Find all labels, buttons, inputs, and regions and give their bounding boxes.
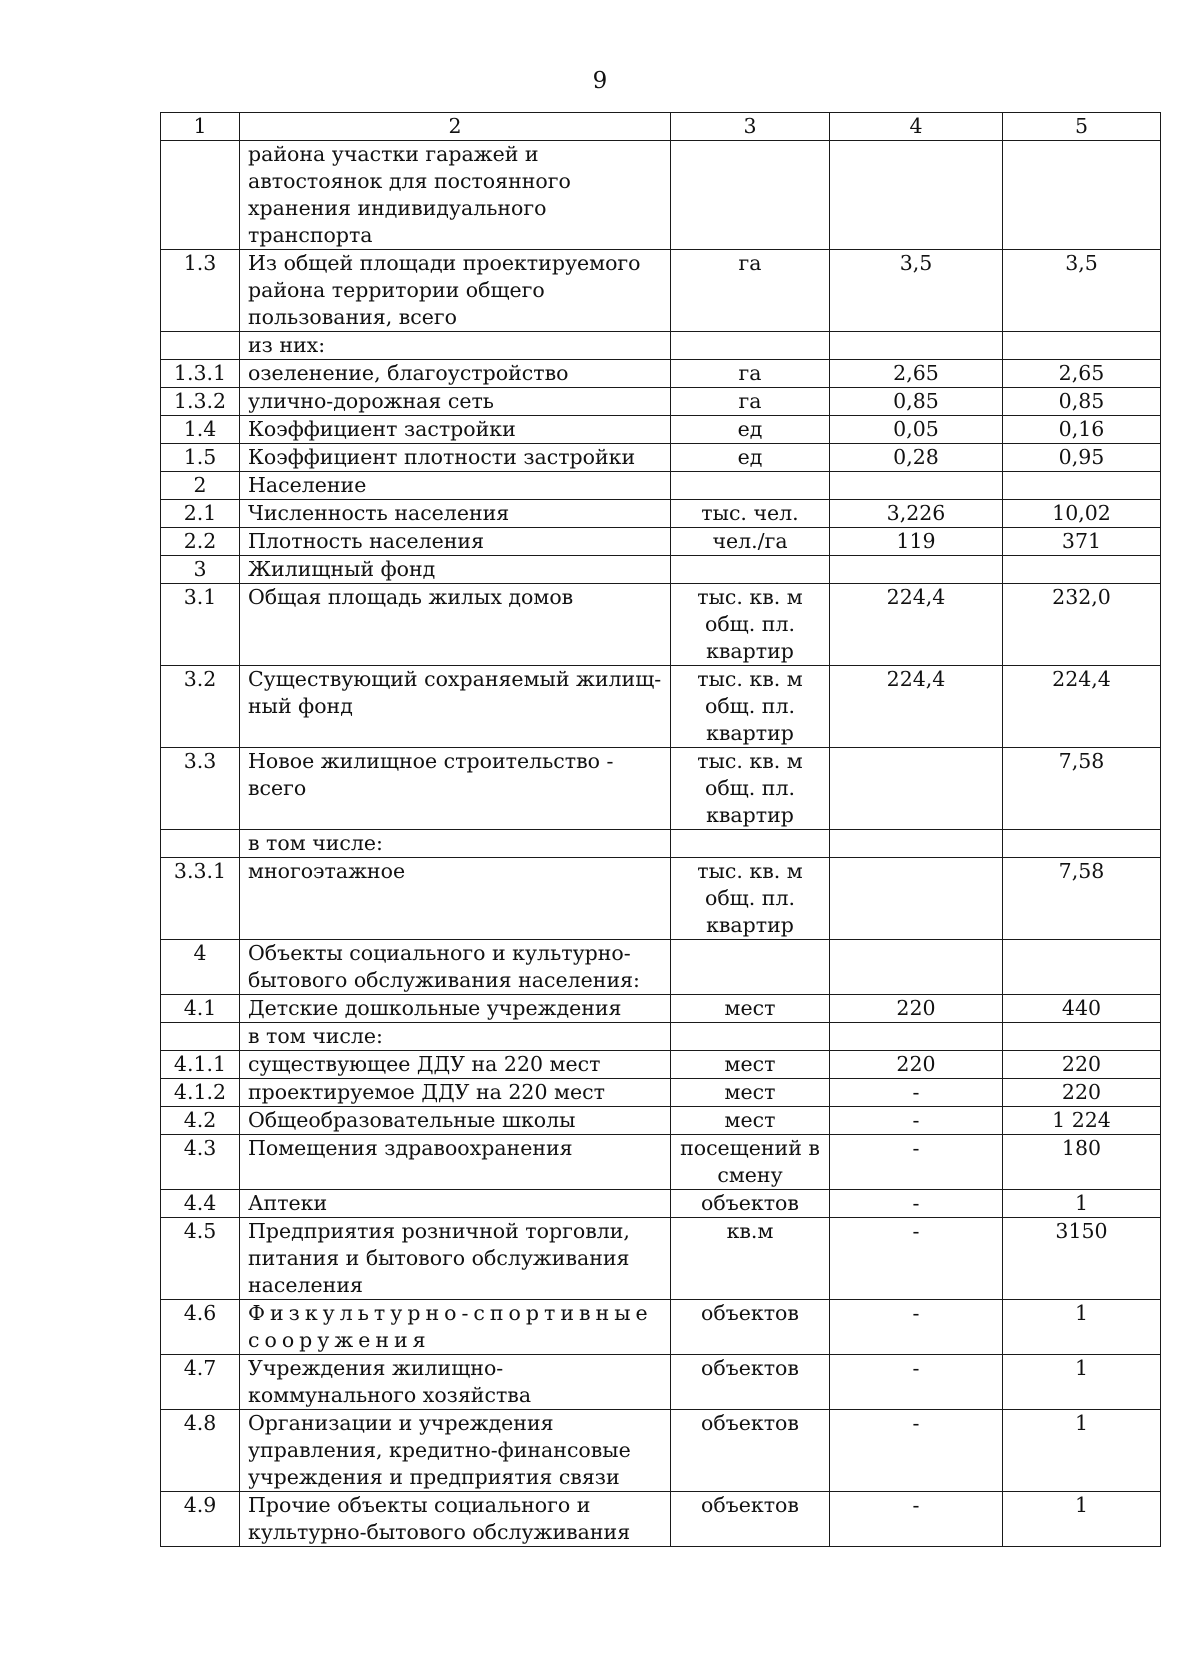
row-value-design: 180	[1003, 1135, 1161, 1190]
table-row	[161, 666, 1161, 748]
row-name: Общеобразовательные школы	[240, 1107, 671, 1135]
row-name: Из общей площади проектируемого района территории общего пользования, всего	[240, 250, 671, 332]
table-row	[161, 141, 1161, 250]
table-row	[161, 1410, 1161, 1492]
row-name: Аптеки	[240, 1190, 671, 1218]
row-value-design: 220	[1003, 1051, 1161, 1079]
row-value-existing: 119	[830, 528, 1003, 556]
row-unit: кв.м	[671, 1218, 830, 1300]
row-value-existing: -	[830, 1492, 1003, 1547]
row-value-design: 10,02	[1003, 500, 1161, 528]
table-row	[161, 444, 1161, 472]
row-value-existing	[830, 1023, 1003, 1051]
row-unit: объектов	[671, 1355, 830, 1410]
row-name: существующее ДДУ на 220 мест	[240, 1051, 671, 1079]
row-number: 4.1.1	[161, 1051, 240, 1079]
row-value-design: 1 224	[1003, 1107, 1161, 1135]
row-value-design	[1003, 141, 1161, 250]
row-value-design: 232,0	[1003, 584, 1161, 666]
row-value-design: 7,58	[1003, 858, 1161, 940]
row-value-design: 371	[1003, 528, 1161, 556]
table-row	[161, 500, 1161, 528]
row-name: в том числе:	[240, 830, 671, 858]
row-name: проектируемое ДДУ на 220 мест	[240, 1079, 671, 1107]
row-unit	[671, 940, 830, 995]
row-number: 4.8	[161, 1410, 240, 1492]
row-value-existing: 220	[830, 1051, 1003, 1079]
row-value-design: 224,4	[1003, 666, 1161, 748]
row-number: 1.4	[161, 416, 240, 444]
row-unit	[671, 556, 830, 584]
table-row	[161, 388, 1161, 416]
table-row	[161, 472, 1161, 500]
row-number: 4.3	[161, 1135, 240, 1190]
row-unit: га	[671, 250, 830, 332]
row-value-design	[1003, 1023, 1161, 1051]
row-value-design	[1003, 830, 1161, 858]
row-unit: посещений в смену	[671, 1135, 830, 1190]
row-number	[161, 830, 240, 858]
row-name: в том числе:	[240, 1023, 671, 1051]
table-row	[161, 332, 1161, 360]
page-number: 9	[592, 68, 608, 94]
row-name: Существующий сохраняемый жилищ-ный фонд	[240, 666, 671, 748]
row-name: района участки гаражей и автостоянок для постоянного хранения индивидуального транспорта	[240, 141, 671, 250]
table-row	[161, 1079, 1161, 1107]
row-value-design: 220	[1003, 1079, 1161, 1107]
header-cell: 5	[1003, 113, 1161, 141]
row-value-design: 0,85	[1003, 388, 1161, 416]
row-name: Физкультурно-спортивные сооружения	[240, 1300, 671, 1355]
table-row	[161, 1051, 1161, 1079]
row-value-existing	[830, 141, 1003, 250]
row-number: 4.4	[161, 1190, 240, 1218]
row-name: Организации и учреждения управления, кредитно-финансовые учреждения и предприятия связи	[240, 1410, 671, 1492]
row-value-existing: 0,28	[830, 444, 1003, 472]
row-value-existing	[830, 556, 1003, 584]
row-number: 4.5	[161, 1218, 240, 1300]
row-name: Объекты социального и культурно-бытового обслуживания населения:	[240, 940, 671, 995]
row-number: 1.3.1	[161, 360, 240, 388]
row-name: Население	[240, 472, 671, 500]
row-number: 1.3.2	[161, 388, 240, 416]
row-name: Численность населения	[240, 500, 671, 528]
row-unit: чел./га	[671, 528, 830, 556]
row-value-existing: 2,65	[830, 360, 1003, 388]
table-row	[161, 1492, 1161, 1547]
table-row	[161, 940, 1161, 995]
table-row	[161, 748, 1161, 830]
row-unit: ед	[671, 444, 830, 472]
row-unit: мест	[671, 1107, 830, 1135]
row-unit: мест	[671, 1079, 830, 1107]
table-row	[161, 1355, 1161, 1410]
row-value-design: 1	[1003, 1355, 1161, 1410]
indicators-table	[160, 112, 1161, 1547]
row-name: улично-дорожная сеть	[240, 388, 671, 416]
row-value-existing: 224,4	[830, 584, 1003, 666]
row-unit: га	[671, 388, 830, 416]
row-value-existing: -	[830, 1300, 1003, 1355]
row-name: озеленение, благоустройство	[240, 360, 671, 388]
row-value-design: 1	[1003, 1410, 1161, 1492]
table-row	[161, 1190, 1161, 1218]
row-value-existing	[830, 332, 1003, 360]
table-row	[161, 995, 1161, 1023]
row-value-existing	[830, 748, 1003, 830]
row-value-existing	[830, 858, 1003, 940]
row-number: 4	[161, 940, 240, 995]
table-row	[161, 528, 1161, 556]
row-number: 4.6	[161, 1300, 240, 1355]
row-unit: объектов	[671, 1410, 830, 1492]
row-value-design: 2,65	[1003, 360, 1161, 388]
row-number: 4.1.2	[161, 1079, 240, 1107]
row-value-existing	[830, 472, 1003, 500]
row-name: Коэффициент плотности застройки	[240, 444, 671, 472]
table-row	[161, 1218, 1161, 1300]
row-unit: тыс. чел.	[671, 500, 830, 528]
row-number	[161, 1023, 240, 1051]
header-row	[161, 113, 1161, 141]
table-row	[161, 1023, 1161, 1051]
row-unit: тыс. кв. м общ. пл. квартир	[671, 748, 830, 830]
row-name: Жилищный фонд	[240, 556, 671, 584]
row-value-design: 0,16	[1003, 416, 1161, 444]
row-number: 3.3.1	[161, 858, 240, 940]
row-value-existing: 0,05	[830, 416, 1003, 444]
row-number: 4.2	[161, 1107, 240, 1135]
table-row	[161, 250, 1161, 332]
row-value-existing	[830, 940, 1003, 995]
row-number: 3	[161, 556, 240, 584]
row-unit	[671, 332, 830, 360]
row-name: Общая площадь жилых домов	[240, 584, 671, 666]
row-value-design: 7,58	[1003, 748, 1161, 830]
row-value-design	[1003, 332, 1161, 360]
row-value-design: 3,5	[1003, 250, 1161, 332]
row-number: 3.3	[161, 748, 240, 830]
row-unit: объектов	[671, 1300, 830, 1355]
row-value-existing: 220	[830, 995, 1003, 1023]
row-name: из них:	[240, 332, 671, 360]
row-value-existing: 3,226	[830, 500, 1003, 528]
row-value-existing: -	[830, 1079, 1003, 1107]
header-cell: 2	[240, 113, 671, 141]
row-value-design: 440	[1003, 995, 1161, 1023]
row-value-existing: -	[830, 1190, 1003, 1218]
row-value-design: 1	[1003, 1492, 1161, 1547]
row-number: 2	[161, 472, 240, 500]
row-unit: тыс. кв. м общ. пл. квартир	[671, 666, 830, 748]
row-value-existing: -	[830, 1355, 1003, 1410]
table-row	[161, 830, 1161, 858]
row-name: Прочие объекты социального и культурно-бытового обслуживания	[240, 1492, 671, 1547]
row-value-existing	[830, 830, 1003, 858]
row-unit: мест	[671, 995, 830, 1023]
row-unit: объектов	[671, 1190, 830, 1218]
table-row	[161, 556, 1161, 584]
row-number	[161, 141, 240, 250]
header-cell: 4	[830, 113, 1003, 141]
row-unit: мест	[671, 1051, 830, 1079]
row-unit: ед	[671, 416, 830, 444]
row-unit	[671, 472, 830, 500]
row-unit	[671, 830, 830, 858]
row-unit: объектов	[671, 1492, 830, 1547]
row-value-existing: -	[830, 1135, 1003, 1190]
row-unit	[671, 1023, 830, 1051]
table-row	[161, 584, 1161, 666]
table-row	[161, 1135, 1161, 1190]
row-value-design: 1	[1003, 1190, 1161, 1218]
row-value-existing: 3,5	[830, 250, 1003, 332]
row-number: 2.2	[161, 528, 240, 556]
row-name: Коэффициент застройки	[240, 416, 671, 444]
row-value-design	[1003, 556, 1161, 584]
row-value-design	[1003, 472, 1161, 500]
row-name: Помещения здравоохранения	[240, 1135, 671, 1190]
header-cell: 3	[671, 113, 830, 141]
row-number: 4.7	[161, 1355, 240, 1410]
row-unit: тыс. кв. м общ. пл. квартир	[671, 584, 830, 666]
row-value-design: 1	[1003, 1300, 1161, 1355]
row-name: Учреждения жилищно-коммунального хозяйства	[240, 1355, 671, 1410]
row-value-design	[1003, 940, 1161, 995]
row-number: 1.5	[161, 444, 240, 472]
row-unit: тыс. кв. м общ. пл. квартир	[671, 858, 830, 940]
row-name: Детские дошкольные учреждения	[240, 995, 671, 1023]
row-number: 3.2	[161, 666, 240, 748]
row-value-existing: -	[830, 1107, 1003, 1135]
table-row	[161, 416, 1161, 444]
row-number: 2.1	[161, 500, 240, 528]
row-unit: га	[671, 360, 830, 388]
row-number: 4.9	[161, 1492, 240, 1547]
row-name: Новое жилищное строительство - всего	[240, 748, 671, 830]
table-row	[161, 858, 1161, 940]
row-name: Предприятия розничной торговли, питания и бытового обслуживания населения	[240, 1218, 671, 1300]
table-row	[161, 1107, 1161, 1135]
row-number: 1.3	[161, 250, 240, 332]
table-row	[161, 360, 1161, 388]
row-unit	[671, 141, 830, 250]
row-value-existing: 224,4	[830, 666, 1003, 748]
row-value-existing: -	[830, 1218, 1003, 1300]
table-row	[161, 1300, 1161, 1355]
header-cell: 1	[161, 113, 240, 141]
row-number: 4.1	[161, 995, 240, 1023]
row-number: 3.1	[161, 584, 240, 666]
row-name: Плотность населения	[240, 528, 671, 556]
row-value-existing: 0,85	[830, 388, 1003, 416]
row-value-existing: -	[830, 1410, 1003, 1492]
row-number	[161, 332, 240, 360]
row-value-design: 3150	[1003, 1218, 1161, 1300]
row-name: многоэтажное	[240, 858, 671, 940]
row-value-design: 0,95	[1003, 444, 1161, 472]
